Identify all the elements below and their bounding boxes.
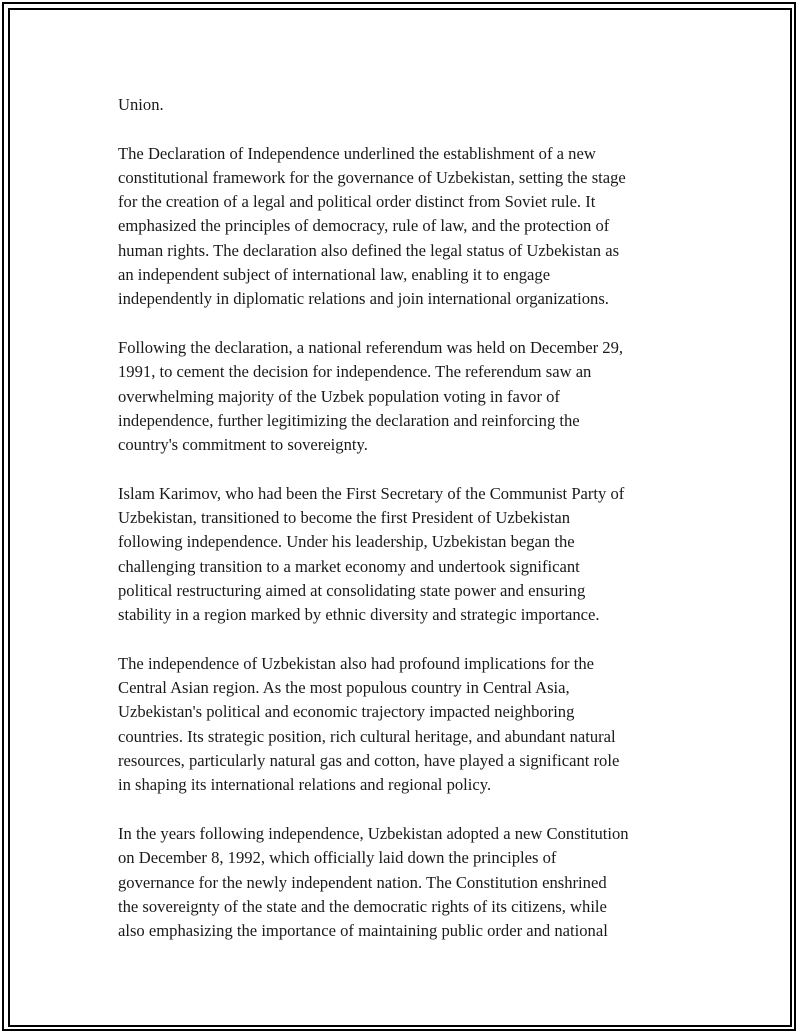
paragraph-referendum: Following the declaration, a national referendum was held on December 29, 1991, to cement the decision for independence. The referendum saw an overwhelming majority of the Uzbek population voting in favor of independence, further legitimizing the declaration and reinforcing the country's commitment to sovereignty. [118,337,624,455]
document-body [118,93,698,968]
paragraph-karimov: Islam Karimov, who had been the First Secretary of the Communist Party of Uzbekistan, transitioned to become the first President of Uzbekistan following independence. Under his leadership, Uzbekistan began the challenging transition to a market economy and undertook significant political restructuring aimed at consolidating state power and ensuring stability in a region marked by ethnic diversity and strategic importance. [118,483,625,625]
paragraph-regional-implications: The independence of Uzbekistan also had profound implications for the Central Asian region. As the most populous country in Central Asia, Uzbekistan's political and economic trajectory impacted neighboring countries. Its strategic position, rich cultural heritage, and abundant natural resources, particularly natural gas and cotton, have played a significant role in shaping its international relations and regional policy. [118,653,620,795]
paragraph-declaration-framework: The Declaration of Independence underlined the establishment of a new constitutional framework for the governance of Uzbekistan, setting the stage for the creation of a legal and political order distinct from Soviet rule. It emphasized the principles of democracy, rule of law, and the protection of human rights. The declaration also defined the legal status of Uzbekistan as an independent subject of international law, enabling it to engage independently in diplomatic relations and join international organizations. [118,143,626,309]
paragraph-constitution: In the years following independence, Uzbekistan adopted a new Constitution on December 8, 1992, which officially laid down the principles of governance for the newly independent nation. The Constitution enshrined the sovereignty of the state and the democratic rights of its citizens, while also emphasizing the importance of maintaining public order and national [118,823,629,941]
paragraph-union-continuation: Union. [118,95,164,114]
